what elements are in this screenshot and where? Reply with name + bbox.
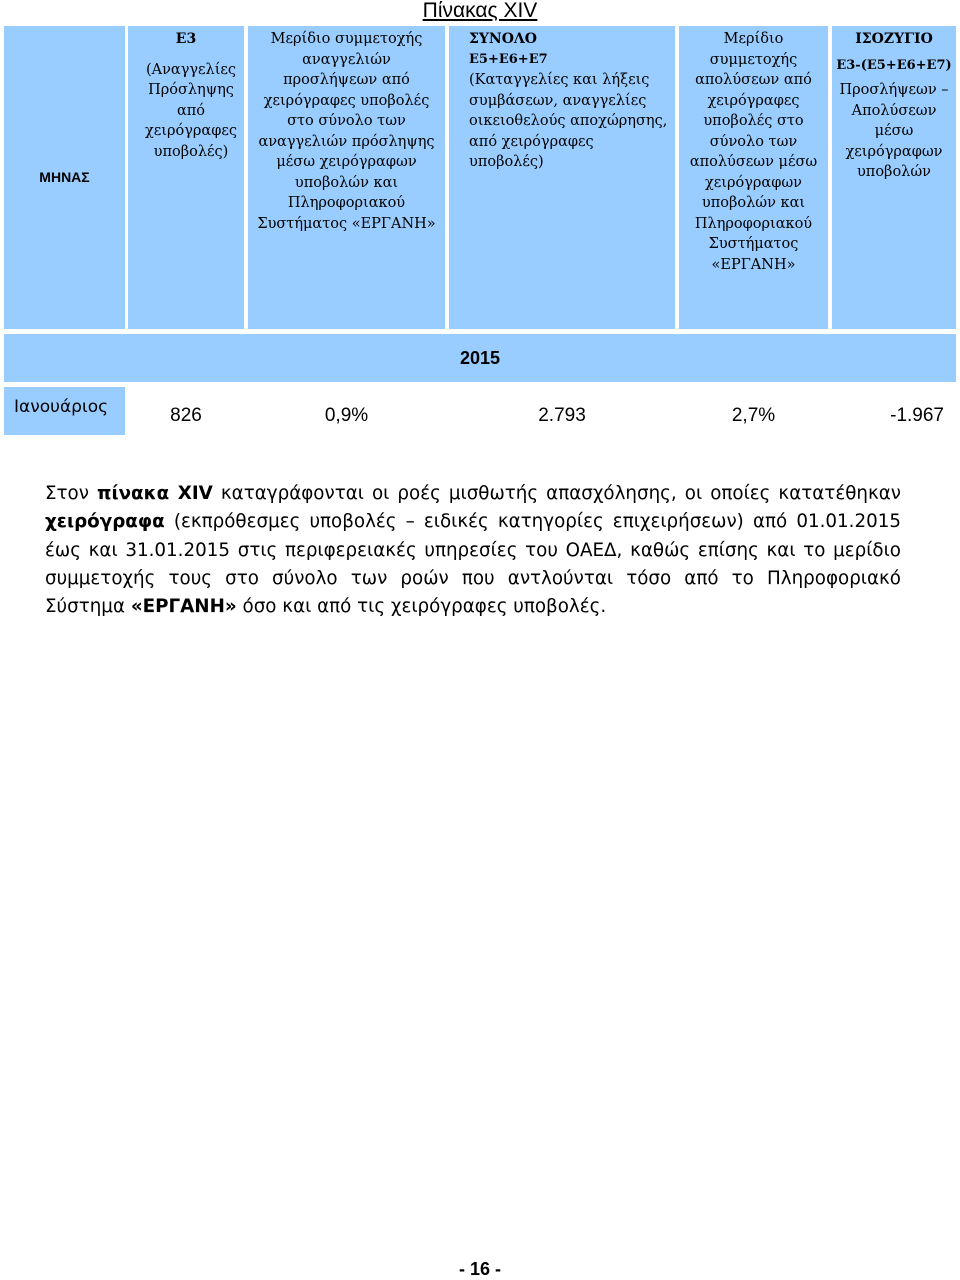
cell-e3 xyxy=(128,387,244,435)
month-label: Ιανουάριος xyxy=(14,397,109,417)
header-month xyxy=(4,26,125,329)
header-total-description: (Καταγγελίες και λήξεις συμβάσεων, αναγγελίες οικειοθελούς αποχώρησης, από χειρόγραφες υποβολές) xyxy=(469,72,668,170)
cell-separation-share xyxy=(679,387,828,435)
paragraph-bold-ergani: «ΕΡΓΑΝΗ» xyxy=(130,596,237,618)
paragraph-text-2: καταγράφονται οι ροές μισθωτής απασχόλησης, οι οποίες κατατέθηκαν xyxy=(212,483,902,504)
paragraph-bold-table-ref: πίνακα XIV xyxy=(97,483,213,504)
header-separation-share xyxy=(679,26,828,329)
header-balance-title: ΙΣΟΖΥΓΙΟ xyxy=(855,31,933,47)
table-row-month xyxy=(4,387,125,435)
paragraph-bold-handwritten: χειρόγραφα xyxy=(45,511,165,533)
paragraph-text-1: Στον xyxy=(45,483,98,504)
cell-total xyxy=(449,387,675,435)
header-e3-code: E3 xyxy=(175,31,197,47)
year-row xyxy=(4,334,956,382)
page-number: - 16 - xyxy=(458,1259,501,1279)
header-e3 xyxy=(128,26,244,329)
cell-separation-share-value: 2,7% xyxy=(731,405,776,426)
cell-balance-value: -1.967 xyxy=(890,405,944,426)
header-balance-code: E3-(E5+E6+E7) xyxy=(836,57,952,73)
header-separation-share-label: Μερίδιο συμμετοχής απολύσεων από χειρόγραφες υποβολές στο σύνολο των απολύσεων μέσω χειρόγραφων υποβολών και Πληροφοριακού Συστήματος «ΕΡΓΑΝΗ» xyxy=(689,31,818,273)
header-balance-description: Προσλήψεων – Απολύσεων μέσω χειρόγραφων υποβολών xyxy=(839,82,949,180)
cell-total-value: 2.793 xyxy=(538,405,586,426)
header-total-code: E5+E6+E7 xyxy=(469,51,548,67)
header-hire-share xyxy=(248,26,445,329)
header-total xyxy=(449,26,675,329)
cell-balance xyxy=(832,387,948,435)
header-hire-share-label: Μερίδιο συμμετοχής αναγγελιών προσλήψεων από χειρόγραφες υποβολές στο σύνολο των αναγγελιών πρόσληψης μέσω χειρόγραφων υποβολών και Πληροφοριακού Συστήματος «ΕΡΓΑΝΗ» xyxy=(257,31,436,232)
cell-e3-value: 826 xyxy=(170,405,202,426)
paragraph-text-4: όσο και από τις χειρόγραφες υποβολές. xyxy=(236,596,607,618)
header-total-title: ΣΥΝΟΛΟ xyxy=(469,31,537,47)
cell-hire-share xyxy=(248,387,445,435)
header-month-label: ΜΗΝΑΣ xyxy=(39,169,90,186)
body-paragraph xyxy=(45,480,901,621)
header-balance xyxy=(832,26,956,329)
flows-table xyxy=(0,0,960,445)
paragraph-text-3: (εκπρόθεσμες υποβολές – ειδικές κατηγορίες επιχειρήσεων) από 01.01.2015 έως και 31.01.2015 στις περιφερειακές υπηρεσίες του ΟΑΕΔ, καθώς επίσης και το μερίδιο συμμετοχής τους στο σύνολο των ροών που αντλούνται τόσο από το Πληροφοριακό Σύστημα xyxy=(45,511,901,618)
year-label: 2015 xyxy=(459,347,501,368)
table-title: Πίνακας XIV xyxy=(422,0,538,22)
header-e3-description: (Αναγγελίες Πρόσληψης από χειρόγραφες υποβολές) xyxy=(144,61,237,160)
cell-hire-share-value: 0,9% xyxy=(324,405,369,426)
